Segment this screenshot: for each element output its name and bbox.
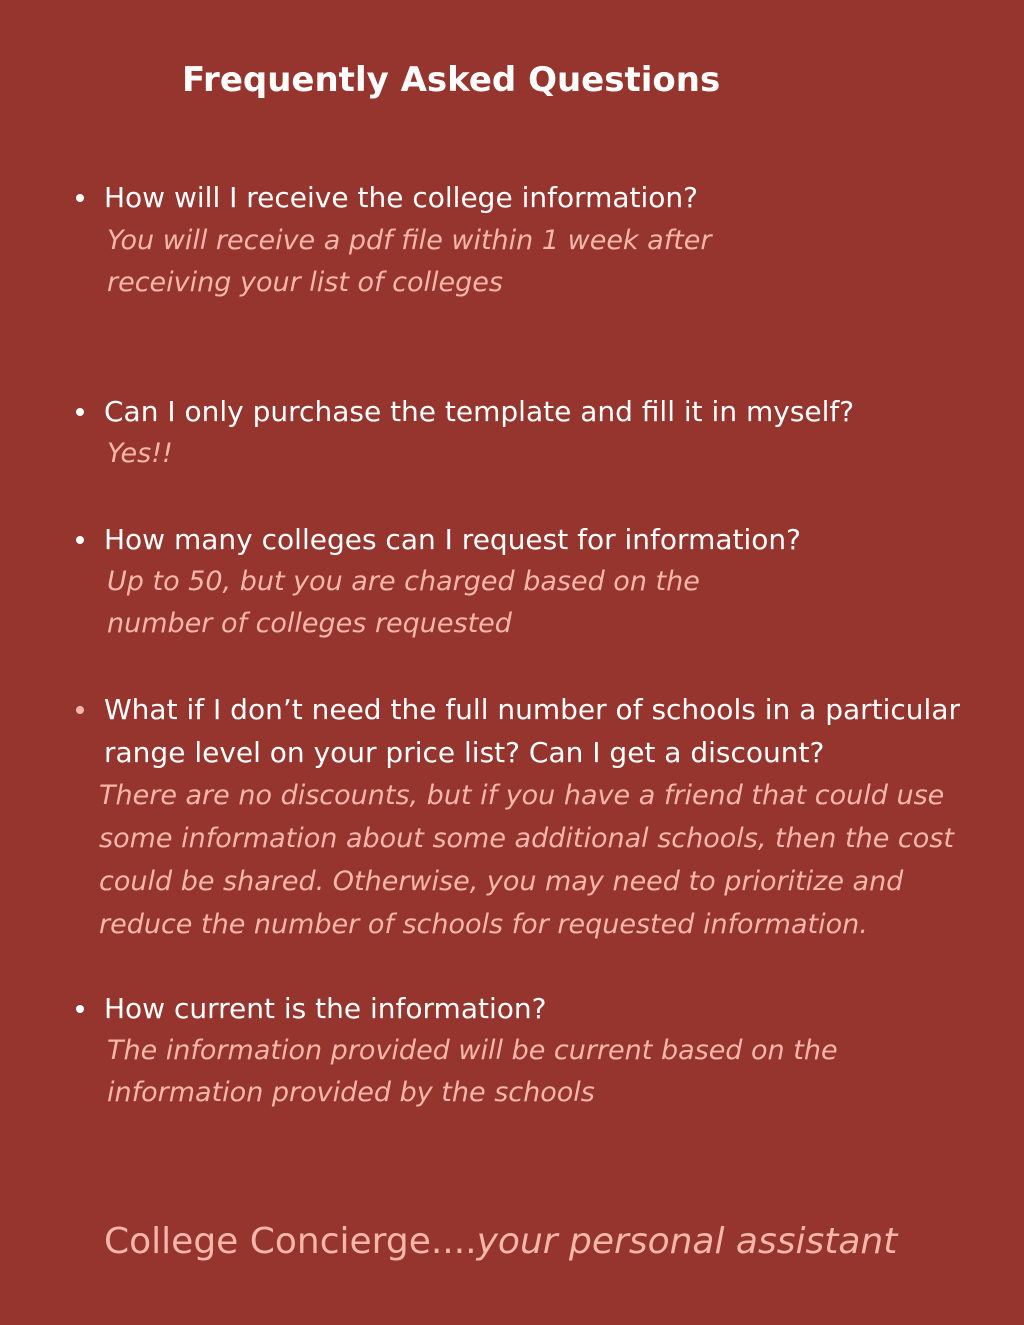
bullet-dot [76,706,84,714]
page-title: Frequently Asked Questions [182,60,721,100]
faq-answer: You will receive a pdf file within 1 week after receiving your list of colleges [107,225,712,298]
faq-answer: The information provided will be current based on the information provided by the schools [107,1035,838,1108]
bullet-dot [76,408,84,416]
faq-question: How will I receive the college information? [104,181,699,214]
faq-answer: There are no discounts, but if you have a friend that could use some information about some additional schools, then the cost could be shared. Otherwise, you may need to prioritize and reduce the number of schools for requested information. [99,780,954,940]
faq-answer: Yes!! [107,438,173,469]
footer-tagline [104,1218,897,1266]
footer-slogan: your personal assistant [476,1221,898,1262]
bullet-dot [76,194,84,202]
faq-question: Can I only purchase the template and fill it in myself? [104,395,855,428]
faq-question: How many colleges can I request for information? [104,523,801,556]
faq-question: How current is the information? [104,992,547,1025]
bullet-dot [76,536,84,544]
faq-question: What if I don’t need the full number of schools in a particular range level on your price list? Can I get a discount? [104,693,960,769]
bullet-dot [76,1005,84,1013]
faq-answer: Up to 50, but you are charged based on the number of colleges requested [107,566,700,639]
footer-brand: College Concierge.... [104,1221,477,1262]
